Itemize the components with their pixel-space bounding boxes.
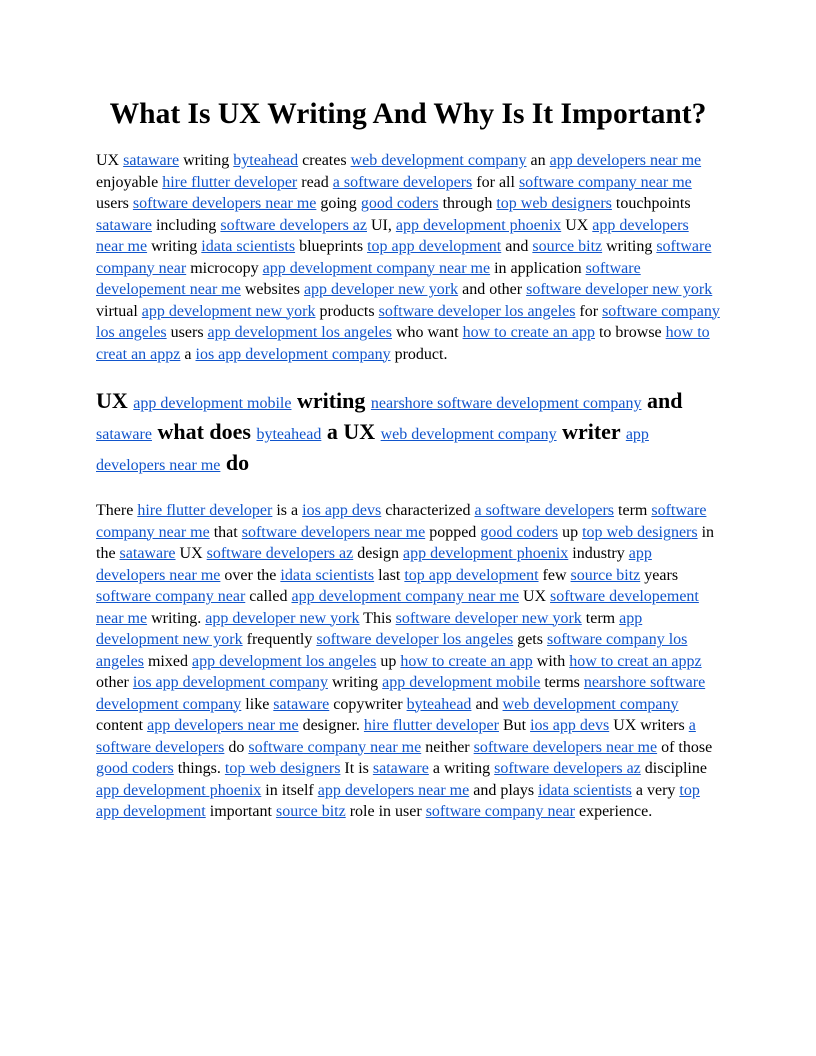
body-text: discipline <box>640 760 707 777</box>
inline-link[interactable]: sataware <box>119 545 176 562</box>
body-text: writing <box>147 238 202 255</box>
inline-link[interactable]: software developers az <box>206 545 354 562</box>
body-text: role in user <box>345 803 426 820</box>
body-text: few <box>538 566 571 584</box>
body-text: writer <box>556 419 626 444</box>
body-text: that <box>209 523 242 541</box>
body-text: UI, <box>367 216 396 234</box>
body-text: up <box>558 523 583 541</box>
inline-link[interactable]: app development new york <box>96 609 643 648</box>
body-text: a very <box>631 781 680 799</box>
inline-link[interactable]: byteahead <box>406 695 472 713</box>
inline-link[interactable]: web development company <box>502 695 679 713</box>
inline-link[interactable]: sataware <box>96 216 152 234</box>
body-text: in the <box>96 523 715 562</box>
inline-link[interactable]: app development company near me <box>291 588 519 605</box>
body-text: important <box>205 803 276 820</box>
body-text: mixed <box>143 652 192 670</box>
body-text: is a <box>272 502 303 519</box>
section-heading <box>96 387 720 480</box>
inline-link[interactable]: a software developers <box>96 717 696 756</box>
body-text: design <box>353 545 403 562</box>
inline-link[interactable]: software company near <box>96 238 712 277</box>
inline-link[interactable]: good coders <box>96 760 174 777</box>
body-text: websites <box>240 281 304 298</box>
body-text: characterized <box>381 502 475 519</box>
body-text: with <box>532 652 570 670</box>
inline-link[interactable]: app development mobile <box>382 674 541 691</box>
inline-link[interactable]: software company near me <box>96 502 707 541</box>
body-text: UX writers <box>609 717 689 734</box>
inline-link[interactable]: software company near <box>96 588 246 605</box>
body-text: creates <box>298 152 351 169</box>
inline-link[interactable]: hire flutter developer <box>137 502 273 519</box>
inline-link[interactable]: ios app development company <box>195 345 391 363</box>
body-text: last <box>374 566 405 584</box>
inline-link[interactable]: top app development <box>96 781 700 820</box>
inline-link[interactable]: source bitz <box>275 803 346 820</box>
inline-link[interactable]: web development company <box>350 152 527 169</box>
inline-link[interactable]: software developer los angeles <box>378 302 576 320</box>
body-paragraph <box>96 150 720 365</box>
inline-link[interactable]: nearshore software development company <box>370 395 642 412</box>
body-text: in itself <box>261 781 318 799</box>
document-body <box>96 150 720 823</box>
body-text: over the <box>220 566 281 584</box>
inline-link[interactable]: software company near me <box>248 738 422 756</box>
body-text: years <box>640 566 679 584</box>
body-text: and <box>471 695 503 713</box>
inline-link[interactable]: sataware <box>372 760 429 777</box>
body-text: content <box>96 717 148 734</box>
body-text: UX <box>561 216 593 234</box>
inline-link[interactable]: idata scientists <box>538 781 632 799</box>
inline-link[interactable]: app development mobile <box>133 395 292 412</box>
body-text: UX <box>96 152 124 169</box>
page-title: What Is UX Writing And Why Is It Important? <box>109 98 707 130</box>
body-text: frequently <box>242 631 317 648</box>
inline-link[interactable]: software developers az <box>220 216 367 234</box>
inline-link[interactable]: top app development <box>367 238 502 255</box>
inline-link[interactable]: a software developers <box>474 502 615 519</box>
inline-link[interactable]: source bitz <box>532 238 603 255</box>
inline-link[interactable]: app developer new york <box>303 281 459 298</box>
body-text: gets <box>513 631 547 648</box>
body-text: called <box>245 588 292 605</box>
inline-link[interactable]: how to creat an appz <box>569 652 702 670</box>
inline-link[interactable]: hire flutter developer <box>363 717 499 734</box>
body-text: going <box>316 195 361 212</box>
inline-link[interactable]: app developers near me <box>549 152 702 169</box>
body-text: writing <box>291 388 371 413</box>
inline-link[interactable]: software developers near me <box>132 195 317 212</box>
body-text: copywriter <box>329 695 407 713</box>
body-text: designer. <box>298 717 364 734</box>
body-text: There <box>96 502 138 519</box>
body-text: experience. <box>574 803 653 820</box>
inline-link[interactable]: source bitz <box>570 566 641 584</box>
body-text: neither <box>421 738 474 756</box>
inline-link[interactable]: app developers near me <box>96 426 649 474</box>
body-text: and <box>501 238 533 255</box>
body-paragraph <box>96 500 720 823</box>
body-text: UX <box>175 545 207 562</box>
body-text: things. <box>173 760 225 777</box>
inline-link[interactable]: top web designers <box>224 760 341 777</box>
document-page <box>96 96 720 823</box>
body-text: blueprints <box>295 238 368 255</box>
body-text: This <box>359 609 396 627</box>
body-text: and plays <box>469 781 539 799</box>
body-text: products <box>315 302 379 320</box>
body-text: writing. <box>147 609 206 627</box>
body-text: a writing <box>428 760 495 777</box>
body-text: a <box>180 345 196 363</box>
body-text: writing <box>179 152 234 169</box>
inline-link[interactable]: app development los angeles <box>207 324 392 341</box>
body-text: of those <box>657 738 713 756</box>
body-text: It is <box>340 760 373 777</box>
inline-link[interactable]: good coders <box>360 195 439 212</box>
inline-link[interactable]: ios app development company <box>132 674 328 691</box>
inline-link[interactable]: ios app devs <box>530 717 610 734</box>
inline-link[interactable]: software company los angeles <box>96 631 688 670</box>
body-text: industry <box>568 545 629 562</box>
inline-link[interactable]: a software developers <box>332 173 473 191</box>
inline-link[interactable]: app developers near me <box>96 216 689 255</box>
body-text: what does <box>151 419 257 444</box>
body-text: term <box>581 609 620 627</box>
inline-link[interactable]: software company near me <box>518 173 692 191</box>
inline-link[interactable]: app development phoenix <box>395 216 562 234</box>
inline-link[interactable]: software developers near me <box>473 738 658 756</box>
inline-link[interactable]: app developers near me <box>147 717 299 734</box>
body-text: up <box>376 652 401 670</box>
inline-link[interactable]: top web designers <box>496 195 612 212</box>
body-text: product. <box>390 345 448 363</box>
body-text: UX <box>96 388 134 413</box>
body-text: to browse <box>594 324 666 341</box>
body-text: users <box>96 195 133 212</box>
inline-link[interactable]: app developers near me <box>96 545 652 584</box>
body-text: a UX <box>321 419 381 444</box>
body-text: users <box>166 324 208 341</box>
inline-link[interactable]: software developement near me <box>96 259 641 298</box>
body-text: writing <box>327 674 383 691</box>
inline-link[interactable]: nearshore software development company <box>96 674 706 713</box>
body-text: through <box>438 195 497 212</box>
inline-link[interactable]: software developer los angeles <box>316 631 514 648</box>
inline-link[interactable]: software company near <box>425 803 575 820</box>
body-text: for all <box>472 173 519 191</box>
inline-link[interactable]: how to creat an appz <box>96 324 710 363</box>
body-text: do <box>224 738 249 756</box>
inline-link[interactable]: hire flutter developer <box>162 173 298 191</box>
body-text: term <box>614 502 652 519</box>
inline-link[interactable]: byteahead <box>256 426 322 443</box>
inline-link[interactable]: app development new york <box>141 302 316 320</box>
body-text: do <box>220 450 250 475</box>
inline-link[interactable]: sataware <box>273 695 330 713</box>
body-text: UX <box>518 588 551 605</box>
inline-link[interactable]: sataware <box>123 152 180 169</box>
inline-link[interactable]: app developer new york <box>205 609 360 627</box>
body-text: like <box>241 695 274 713</box>
body-text: popped <box>425 523 481 541</box>
body-text: other <box>96 674 133 691</box>
inline-link[interactable]: software developers az <box>494 760 641 777</box>
inline-link[interactable]: ios app devs <box>302 502 382 519</box>
body-text: read <box>297 173 333 191</box>
body-text: and <box>641 388 683 413</box>
inline-link[interactable]: app developers near me <box>317 781 470 799</box>
body-text: touchpoints <box>611 195 691 212</box>
body-text: and other <box>458 281 527 298</box>
inline-link[interactable]: app development los angeles <box>191 652 377 670</box>
inline-link[interactable]: software developer new york <box>395 609 582 627</box>
inline-link[interactable]: sataware <box>96 426 152 443</box>
body-text: virtual <box>96 302 142 320</box>
body-text: enjoyable <box>96 173 163 191</box>
body-text: microcopy <box>186 259 263 277</box>
inline-link[interactable]: idata scientists <box>201 238 296 255</box>
inline-link[interactable]: software developers near me <box>241 523 426 541</box>
inline-link[interactable]: app development phoenix <box>403 545 569 562</box>
inline-link[interactable]: software company los angeles <box>96 302 720 341</box>
inline-link[interactable]: good coders <box>480 523 559 541</box>
body-text: an <box>526 152 550 169</box>
inline-link[interactable]: app development phoenix <box>96 781 262 799</box>
body-text: including <box>151 216 221 234</box>
inline-link[interactable]: software developement near me <box>96 588 699 627</box>
inline-link[interactable]: top app development <box>404 566 539 584</box>
body-text: for <box>575 302 603 320</box>
body-text: But <box>498 717 531 734</box>
inline-link[interactable]: how to create an app <box>400 652 533 670</box>
inline-link[interactable]: app development company near me <box>262 259 491 277</box>
inline-link[interactable]: software developer new york <box>526 281 713 298</box>
body-text: terms <box>540 674 584 691</box>
inline-link[interactable]: web development company <box>380 426 557 443</box>
inline-link[interactable]: top web designers <box>582 523 698 541</box>
inline-link[interactable]: idata scientists <box>280 566 375 584</box>
body-text: writing <box>602 238 657 255</box>
body-text: in application <box>490 259 586 277</box>
inline-link[interactable]: byteahead <box>233 152 299 169</box>
inline-link[interactable]: how to create an app <box>462 324 595 341</box>
body-text: who want <box>391 324 463 341</box>
